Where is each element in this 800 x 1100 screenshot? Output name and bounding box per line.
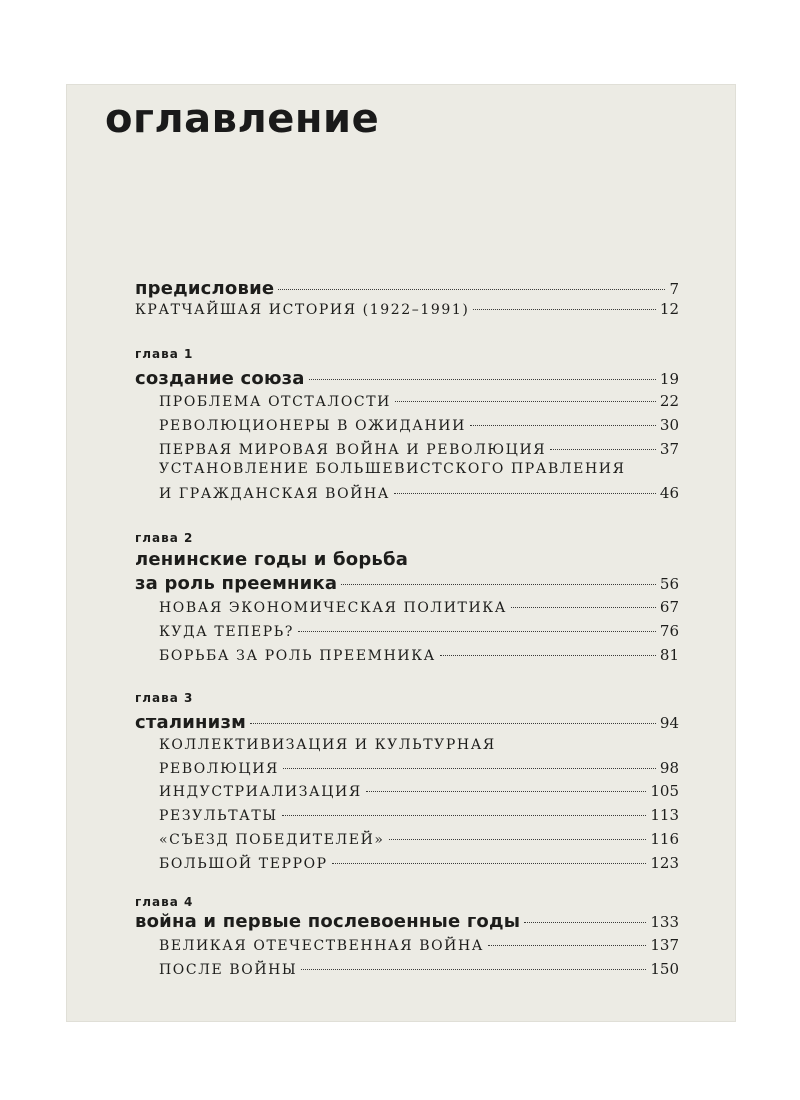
page-number: 76 xyxy=(659,622,679,640)
chapter-title: война и первые послевоенные годы xyxy=(135,911,521,932)
toc-entry-section[interactable] xyxy=(159,854,679,878)
toc-entry-section[interactable] xyxy=(159,806,679,830)
dot-leader xyxy=(511,607,656,608)
dot-leader xyxy=(298,631,656,632)
page-number: 137 xyxy=(650,936,679,954)
dot-leader xyxy=(394,493,656,494)
dot-leader xyxy=(309,379,656,380)
entry-label: ПОСЛЕ ВОЙНЫ xyxy=(159,962,298,978)
page-number: 19 xyxy=(659,370,679,388)
chapter-title-line: ленинские годы и борьба xyxy=(135,549,409,570)
page-number: 56 xyxy=(659,575,679,593)
chapter-label: глава 3 xyxy=(135,691,194,705)
page-number: 150 xyxy=(650,960,679,978)
entry-label: НОВАЯ ЭКОНОМИЧЕСКАЯ ПОЛИТИКА xyxy=(159,600,507,616)
page-number: 116 xyxy=(650,830,679,848)
chapter-title: за роль преемника xyxy=(135,573,338,594)
entry-label: РЕВОЛЮЦИОНЕРЫ В ОЖИДАНИИ xyxy=(159,418,466,434)
entry-label: ИНДУСТРИАЛИЗАЦИЯ xyxy=(159,784,362,800)
toc-entry-section[interactable] xyxy=(159,830,679,854)
toc-entry-section[interactable] xyxy=(159,782,679,806)
page-number: 81 xyxy=(659,646,679,664)
toc-entry-short-history[interactable] xyxy=(135,300,679,324)
entry-label: КУДА ТЕПЕРЬ? xyxy=(159,624,294,640)
toc-entry-section[interactable] xyxy=(159,484,679,508)
dot-leader xyxy=(301,969,646,970)
dot-leader xyxy=(332,863,647,864)
dot-leader xyxy=(550,449,656,450)
book-page xyxy=(67,85,735,1021)
entry-label: ВЕЛИКАЯ ОТЕЧЕСТВЕННАЯ ВОЙНА xyxy=(159,938,484,954)
chapter-label: глава 2 xyxy=(135,531,194,545)
page-number: 30 xyxy=(659,416,679,434)
page-number: 67 xyxy=(659,598,679,616)
entry-label: И ГРАЖДАНСКАЯ ВОЙНА xyxy=(159,486,390,502)
page-number: 105 xyxy=(650,782,679,800)
page-number: 37 xyxy=(659,440,679,458)
entry-label: ПРОБЛЕМА ОТСТАЛОСТИ xyxy=(159,394,391,410)
toc-entry-preface[interactable] xyxy=(135,278,679,302)
chapter-label: глава 4 xyxy=(135,895,194,909)
entry-label-line: КОЛЛЕКТИВИЗАЦИЯ И КУЛЬТУРНАЯ xyxy=(159,737,496,753)
page-number: 123 xyxy=(650,854,679,872)
toc-entry-section[interactable] xyxy=(159,622,679,646)
toc-entry-chapter-3[interactable] xyxy=(135,712,679,736)
toc-entry-section[interactable] xyxy=(159,646,679,670)
entry-label: БОРЬБА ЗА РОЛЬ ПРЕЕМНИКА xyxy=(159,648,436,664)
toc-entry-chapter-4[interactable] xyxy=(135,911,679,935)
page-number: 12 xyxy=(659,300,679,318)
toc-entry-section[interactable] xyxy=(159,416,679,440)
page-number: 98 xyxy=(659,759,679,777)
dot-leader xyxy=(470,425,656,426)
chapter-label: глава 1 xyxy=(135,347,194,361)
toc-entry-section[interactable] xyxy=(159,598,679,622)
dot-leader xyxy=(278,289,665,290)
dot-leader xyxy=(524,922,646,923)
chapter-title: создание союза xyxy=(135,368,305,389)
toc-entry-section[interactable] xyxy=(159,936,679,960)
dot-leader xyxy=(440,655,656,656)
page-number: 133 xyxy=(650,913,679,931)
dot-leader xyxy=(250,723,656,724)
toc-entry-section[interactable] xyxy=(159,960,679,984)
dot-leader xyxy=(366,791,647,792)
entry-label: ПЕРВАЯ МИРОВАЯ ВОЙНА И РЕВОЛЮЦИЯ xyxy=(159,442,547,458)
page-number: 113 xyxy=(650,806,679,824)
entry-label: РЕВОЛЮЦИЯ xyxy=(159,761,279,777)
dot-leader xyxy=(282,815,647,816)
entry-label-line: УСТАНОВЛЕНИЕ БОЛЬШЕВИСТСКОГО ПРАВЛЕНИЯ xyxy=(159,461,626,477)
toc-entry-chapter-1[interactable] xyxy=(135,368,679,392)
dot-leader xyxy=(389,839,647,840)
dot-leader xyxy=(341,584,656,585)
page-number: 7 xyxy=(669,280,679,298)
toc-entry-chapter-2[interactable] xyxy=(135,573,679,597)
entry-label: РЕЗУЛЬТАТЫ xyxy=(159,808,278,824)
page-number: 94 xyxy=(659,714,679,732)
entry-label: предисловие xyxy=(135,278,275,299)
toc-entry-section[interactable] xyxy=(159,392,679,416)
dot-leader xyxy=(473,309,655,310)
dot-leader xyxy=(395,401,656,402)
entry-label: «СЪЕЗД ПОБЕДИТЕЛЕЙ» xyxy=(159,832,385,848)
dot-leader xyxy=(488,945,646,946)
toc-title: оглавление xyxy=(105,96,380,142)
dot-leader xyxy=(283,768,656,769)
chapter-title: сталинизм xyxy=(135,712,247,733)
toc-entry-section[interactable] xyxy=(159,759,679,783)
entry-label: БОЛЬШОЙ ТЕРРОР xyxy=(159,856,328,872)
page-number: 46 xyxy=(659,484,679,502)
entry-label: КРАТЧАЙШАЯ ИСТОРИЯ (1922–1991) xyxy=(135,302,470,318)
page-number: 22 xyxy=(659,392,679,410)
